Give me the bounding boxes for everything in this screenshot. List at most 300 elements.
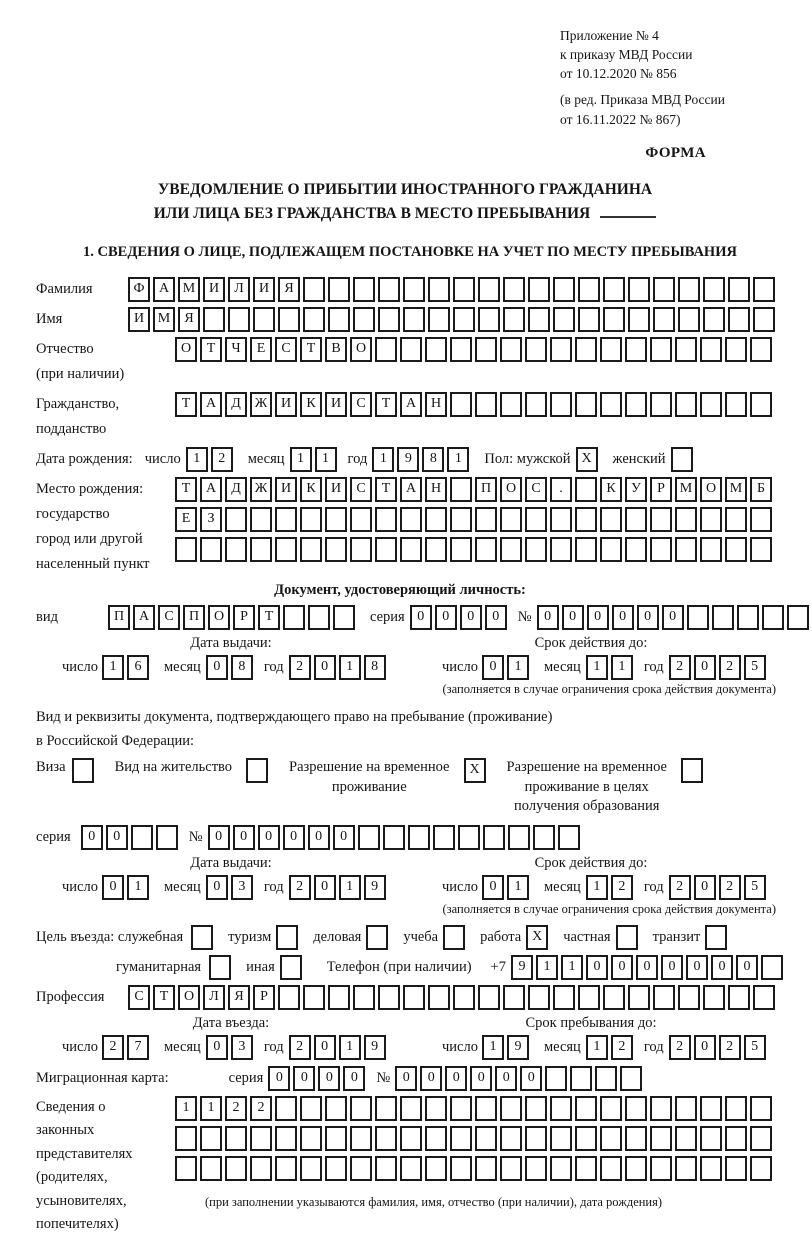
- cell[interactable]: [375, 537, 397, 562]
- citizenship-field[interactable]: [175, 392, 775, 417]
- cell[interactable]: [558, 825, 580, 850]
- cell[interactable]: М: [153, 307, 175, 332]
- cell[interactable]: [703, 307, 725, 332]
- cell[interactable]: М: [725, 477, 747, 502]
- cell[interactable]: 3: [231, 875, 253, 900]
- cell[interactable]: М: [178, 277, 200, 302]
- cell[interactable]: [750, 392, 772, 417]
- cell[interactable]: [175, 1126, 197, 1151]
- cell[interactable]: 0: [333, 825, 355, 850]
- cell[interactable]: 0: [587, 605, 609, 630]
- representatives-row2-field[interactable]: [175, 1126, 775, 1151]
- cell[interactable]: [600, 392, 622, 417]
- cell[interactable]: П: [475, 477, 497, 502]
- birth-year-field[interactable]: [372, 447, 472, 472]
- cell[interactable]: [575, 337, 597, 362]
- cell[interactable]: [753, 307, 775, 332]
- cell[interactable]: [650, 1156, 672, 1181]
- cell[interactable]: 1: [315, 447, 337, 472]
- cell[interactable]: 0: [694, 875, 716, 900]
- cell[interactable]: 2: [611, 1035, 633, 1060]
- cell[interactable]: Т: [200, 337, 222, 362]
- cell[interactable]: [300, 1096, 322, 1121]
- cell[interactable]: [503, 277, 525, 302]
- cell[interactable]: И: [275, 392, 297, 417]
- cell[interactable]: 0: [562, 605, 584, 630]
- cell[interactable]: 1: [507, 655, 529, 680]
- cell[interactable]: [250, 507, 272, 532]
- cell[interactable]: 0: [208, 825, 230, 850]
- birthplace-row3-field[interactable]: [175, 537, 775, 562]
- cell[interactable]: [175, 1156, 197, 1181]
- cell[interactable]: [475, 1096, 497, 1121]
- cell[interactable]: [575, 477, 597, 502]
- cell[interactable]: Т: [175, 392, 197, 417]
- cell[interactable]: [275, 507, 297, 532]
- cell[interactable]: [428, 277, 450, 302]
- cell[interactable]: [278, 307, 300, 332]
- purpose-humanitarian-checkbox[interactable]: [209, 955, 234, 980]
- cell[interactable]: [725, 507, 747, 532]
- entry-year-field[interactable]: [289, 1035, 389, 1060]
- doc-valid-month-field[interactable]: [586, 655, 636, 680]
- cell[interactable]: [525, 1096, 547, 1121]
- cell[interactable]: [378, 985, 400, 1010]
- cell[interactable]: [366, 925, 388, 950]
- cell[interactable]: [228, 307, 250, 332]
- cell[interactable]: 0: [470, 1066, 492, 1091]
- cell[interactable]: О: [175, 337, 197, 362]
- cell[interactable]: Т: [175, 477, 197, 502]
- cell[interactable]: [350, 537, 372, 562]
- cell[interactable]: [400, 1096, 422, 1121]
- cell[interactable]: [712, 605, 734, 630]
- cell[interactable]: 0: [343, 1066, 365, 1091]
- cell[interactable]: [275, 537, 297, 562]
- cell[interactable]: О: [350, 337, 372, 362]
- cell[interactable]: Л: [203, 985, 225, 1010]
- cell[interactable]: 0: [520, 1066, 542, 1091]
- purpose-transit-checkbox[interactable]: [705, 925, 730, 950]
- cell[interactable]: 5: [744, 655, 766, 680]
- cell[interactable]: 2: [719, 1035, 741, 1060]
- cell[interactable]: [450, 537, 472, 562]
- cell[interactable]: [478, 277, 500, 302]
- cell[interactable]: [475, 537, 497, 562]
- cell[interactable]: [278, 985, 300, 1010]
- cell[interactable]: [328, 277, 350, 302]
- cell[interactable]: [375, 337, 397, 362]
- cell[interactable]: [400, 507, 422, 532]
- cell[interactable]: [300, 1126, 322, 1151]
- cell[interactable]: [325, 1156, 347, 1181]
- cell[interactable]: 0: [318, 1066, 340, 1091]
- cell[interactable]: [253, 307, 275, 332]
- cell[interactable]: [500, 337, 522, 362]
- cell[interactable]: [750, 337, 772, 362]
- cell[interactable]: Ч: [225, 337, 247, 362]
- cell[interactable]: 0: [206, 1035, 228, 1060]
- cell[interactable]: 8: [422, 447, 444, 472]
- cell[interactable]: [671, 447, 693, 472]
- cell[interactable]: 1: [186, 447, 208, 472]
- birth-month-field[interactable]: [290, 447, 340, 472]
- phone-field[interactable]: [511, 955, 786, 980]
- cell[interactable]: [528, 307, 550, 332]
- cell[interactable]: 1: [536, 955, 558, 980]
- surname-field[interactable]: [128, 277, 778, 302]
- cell[interactable]: [545, 1066, 567, 1091]
- temp-permit-checkbox[interactable]: [464, 758, 489, 783]
- cell[interactable]: 2: [211, 447, 233, 472]
- cell[interactable]: 0: [106, 825, 128, 850]
- cell[interactable]: 0: [482, 655, 504, 680]
- cell[interactable]: 1: [200, 1096, 222, 1121]
- cell[interactable]: [550, 537, 572, 562]
- cell[interactable]: [400, 337, 422, 362]
- cell[interactable]: [475, 392, 497, 417]
- cell[interactable]: [425, 1126, 447, 1151]
- cell[interactable]: 1: [586, 1035, 608, 1060]
- cell[interactable]: 0: [314, 655, 336, 680]
- cell[interactable]: [500, 507, 522, 532]
- cell[interactable]: О: [700, 477, 722, 502]
- entry-month-field[interactable]: [206, 1035, 256, 1060]
- cell[interactable]: [428, 985, 450, 1010]
- cell[interactable]: [570, 1066, 592, 1091]
- cell[interactable]: [650, 537, 672, 562]
- cell[interactable]: [156, 825, 178, 850]
- cell[interactable]: [500, 392, 522, 417]
- cell[interactable]: И: [253, 277, 275, 302]
- cell[interactable]: 9: [364, 875, 386, 900]
- cell[interactable]: [625, 337, 647, 362]
- cell[interactable]: [650, 1096, 672, 1121]
- cell[interactable]: [225, 1156, 247, 1181]
- cell[interactable]: [578, 985, 600, 1010]
- cell[interactable]: [280, 955, 302, 980]
- cell[interactable]: X: [576, 447, 598, 472]
- cell[interactable]: [725, 337, 747, 362]
- cell[interactable]: [725, 1156, 747, 1181]
- cell[interactable]: 0: [308, 825, 330, 850]
- cell[interactable]: [500, 537, 522, 562]
- cell[interactable]: [453, 985, 475, 1010]
- doc-issue-year-field[interactable]: [289, 655, 389, 680]
- stay-day-field[interactable]: [482, 1035, 532, 1060]
- cell[interactable]: [450, 1156, 472, 1181]
- stay-month-field[interactable]: [586, 1035, 636, 1060]
- cell[interactable]: [375, 507, 397, 532]
- cell[interactable]: 8: [231, 655, 253, 680]
- cell[interactable]: 0: [495, 1066, 517, 1091]
- cell[interactable]: [628, 985, 650, 1010]
- cell[interactable]: [525, 537, 547, 562]
- sex-female-checkbox[interactable]: [671, 447, 696, 472]
- cell[interactable]: [703, 277, 725, 302]
- cell[interactable]: [550, 1126, 572, 1151]
- cell[interactable]: [443, 925, 465, 950]
- cell[interactable]: [175, 537, 197, 562]
- cell[interactable]: Я: [228, 985, 250, 1010]
- cell[interactable]: [650, 392, 672, 417]
- cell[interactable]: [425, 537, 447, 562]
- birth-day-field[interactable]: [186, 447, 236, 472]
- permit-number-field[interactable]: [208, 825, 583, 850]
- cell[interactable]: [500, 1156, 522, 1181]
- doc-issue-day-field[interactable]: [102, 655, 152, 680]
- cell[interactable]: [525, 1156, 547, 1181]
- cell[interactable]: [625, 507, 647, 532]
- cell[interactable]: [653, 985, 675, 1010]
- cell[interactable]: 0: [736, 955, 758, 980]
- cell[interactable]: X: [526, 925, 548, 950]
- cell[interactable]: [250, 537, 272, 562]
- cell[interactable]: 2: [669, 875, 691, 900]
- cell[interactable]: [553, 307, 575, 332]
- cell[interactable]: И: [128, 307, 150, 332]
- cell[interactable]: 0: [485, 605, 507, 630]
- cell[interactable]: И: [203, 277, 225, 302]
- cell[interactable]: [353, 277, 375, 302]
- cell[interactable]: 2: [250, 1096, 272, 1121]
- purpose-study-checkbox[interactable]: [443, 925, 468, 950]
- cell[interactable]: З: [200, 507, 222, 532]
- cell[interactable]: [575, 537, 597, 562]
- cell[interactable]: [478, 307, 500, 332]
- cell[interactable]: [675, 392, 697, 417]
- cell[interactable]: А: [400, 392, 422, 417]
- cell[interactable]: 0: [661, 955, 683, 980]
- cell[interactable]: [762, 605, 784, 630]
- cell[interactable]: 0: [637, 605, 659, 630]
- cell[interactable]: М: [675, 477, 697, 502]
- cell[interactable]: 0: [420, 1066, 442, 1091]
- cell[interactable]: 1: [586, 875, 608, 900]
- cell[interactable]: [191, 925, 213, 950]
- purpose-business-checkbox[interactable]: [366, 925, 391, 950]
- cell[interactable]: [408, 825, 430, 850]
- cell[interactable]: Н: [425, 392, 447, 417]
- cell[interactable]: [750, 507, 772, 532]
- cell[interactable]: 0: [435, 605, 457, 630]
- cell[interactable]: 1: [372, 447, 394, 472]
- cell[interactable]: [200, 1156, 222, 1181]
- cell[interactable]: 0: [258, 825, 280, 850]
- mig-series-field[interactable]: [268, 1066, 368, 1091]
- cell[interactable]: [533, 825, 555, 850]
- cell[interactable]: [603, 277, 625, 302]
- cell[interactable]: [131, 825, 153, 850]
- cell[interactable]: [475, 337, 497, 362]
- cell[interactable]: 0: [233, 825, 255, 850]
- cell[interactable]: [250, 1126, 272, 1151]
- birthplace-row1-field[interactable]: [175, 477, 775, 502]
- cell[interactable]: 0: [395, 1066, 417, 1091]
- doc-valid-year-field[interactable]: [669, 655, 769, 680]
- cell[interactable]: 2: [669, 655, 691, 680]
- representatives-row1-field[interactable]: [175, 1096, 775, 1121]
- edu-permit-checkbox[interactable]: [681, 758, 706, 783]
- cell[interactable]: [553, 277, 575, 302]
- purpose-work-checkbox[interactable]: [526, 925, 551, 950]
- cell[interactable]: [675, 1096, 697, 1121]
- cell[interactable]: [450, 1096, 472, 1121]
- cell[interactable]: 0: [314, 1035, 336, 1060]
- cell[interactable]: Е: [250, 337, 272, 362]
- cell[interactable]: И: [325, 477, 347, 502]
- cell[interactable]: [603, 985, 625, 1010]
- cell[interactable]: [475, 1156, 497, 1181]
- cell[interactable]: [500, 1096, 522, 1121]
- doc-issue-month-field[interactable]: [206, 655, 256, 680]
- cell[interactable]: [425, 1156, 447, 1181]
- cell[interactable]: 0: [445, 1066, 467, 1091]
- cell[interactable]: 2: [289, 655, 311, 680]
- cell[interactable]: [403, 277, 425, 302]
- cell[interactable]: [328, 985, 350, 1010]
- cell[interactable]: 0: [662, 605, 684, 630]
- cell[interactable]: [450, 477, 472, 502]
- cell[interactable]: [508, 825, 530, 850]
- cell[interactable]: 1: [339, 875, 361, 900]
- cell[interactable]: [400, 1156, 422, 1181]
- cell[interactable]: И: [325, 392, 347, 417]
- cell[interactable]: [353, 307, 375, 332]
- cell[interactable]: [503, 307, 525, 332]
- cell[interactable]: 1: [447, 447, 469, 472]
- permit-valid-year-field[interactable]: [669, 875, 769, 900]
- cell[interactable]: О: [500, 477, 522, 502]
- cell[interactable]: [500, 1126, 522, 1151]
- cell[interactable]: А: [153, 277, 175, 302]
- cell[interactable]: [728, 985, 750, 1010]
- cell[interactable]: [425, 1096, 447, 1121]
- cell[interactable]: [600, 507, 622, 532]
- cell[interactable]: [325, 507, 347, 532]
- cell[interactable]: [283, 605, 305, 630]
- cell[interactable]: Л: [228, 277, 250, 302]
- cell[interactable]: [728, 277, 750, 302]
- cell[interactable]: [678, 985, 700, 1010]
- cell[interactable]: 0: [283, 825, 305, 850]
- cell[interactable]: [528, 277, 550, 302]
- cell[interactable]: [753, 985, 775, 1010]
- cell[interactable]: [550, 1096, 572, 1121]
- purpose-other-checkbox[interactable]: [280, 955, 305, 980]
- purpose-private-checkbox[interactable]: [616, 925, 641, 950]
- cell[interactable]: Т: [375, 392, 397, 417]
- cell[interactable]: В: [325, 337, 347, 362]
- cell[interactable]: [575, 1126, 597, 1151]
- cell[interactable]: [753, 277, 775, 302]
- cell[interactable]: [276, 925, 298, 950]
- cell[interactable]: [700, 507, 722, 532]
- cell[interactable]: [308, 605, 330, 630]
- stay-year-field[interactable]: [669, 1035, 769, 1060]
- cell[interactable]: 0: [537, 605, 559, 630]
- cell[interactable]: [687, 605, 709, 630]
- cell[interactable]: [303, 985, 325, 1010]
- cell[interactable]: С: [158, 605, 180, 630]
- birthplace-row2-field[interactable]: [175, 507, 775, 532]
- cell[interactable]: [403, 985, 425, 1010]
- cell[interactable]: 0: [636, 955, 658, 980]
- representatives-row3-field[interactable]: [175, 1156, 775, 1181]
- cell[interactable]: [575, 1096, 597, 1121]
- cell[interactable]: [550, 392, 572, 417]
- cell[interactable]: 1: [127, 875, 149, 900]
- cell[interactable]: [650, 337, 672, 362]
- cell[interactable]: 0: [586, 955, 608, 980]
- cell[interactable]: [303, 277, 325, 302]
- permit-issue-year-field[interactable]: [289, 875, 389, 900]
- cell[interactable]: А: [200, 477, 222, 502]
- cell[interactable]: 1: [175, 1096, 197, 1121]
- cell[interactable]: Д: [225, 477, 247, 502]
- cell[interactable]: [525, 507, 547, 532]
- cell[interactable]: Т: [300, 337, 322, 362]
- cell[interactable]: О: [208, 605, 230, 630]
- cell[interactable]: [203, 307, 225, 332]
- cell[interactable]: [600, 537, 622, 562]
- cell[interactable]: 0: [612, 605, 634, 630]
- cell[interactable]: [578, 307, 600, 332]
- mig-number-field[interactable]: [395, 1066, 645, 1091]
- cell[interactable]: И: [275, 477, 297, 502]
- cell[interactable]: [325, 1126, 347, 1151]
- cell[interactable]: [700, 1096, 722, 1121]
- cell[interactable]: [450, 507, 472, 532]
- cell[interactable]: Н: [425, 477, 447, 502]
- cell[interactable]: Т: [258, 605, 280, 630]
- cell[interactable]: Т: [375, 477, 397, 502]
- cell[interactable]: [600, 1126, 622, 1151]
- cell[interactable]: [678, 307, 700, 332]
- cell[interactable]: [700, 392, 722, 417]
- cell[interactable]: [725, 1126, 747, 1151]
- cell[interactable]: [675, 1126, 697, 1151]
- cell[interactable]: Е: [175, 507, 197, 532]
- cell[interactable]: [675, 507, 697, 532]
- cell[interactable]: [250, 1156, 272, 1181]
- cell[interactable]: 1: [290, 447, 312, 472]
- purpose-tourism-checkbox[interactable]: [276, 925, 301, 950]
- cell[interactable]: С: [275, 337, 297, 362]
- cell[interactable]: [425, 507, 447, 532]
- cell[interactable]: Б: [750, 477, 772, 502]
- cell[interactable]: [700, 337, 722, 362]
- cell[interactable]: А: [200, 392, 222, 417]
- cell[interactable]: 2: [289, 875, 311, 900]
- cell[interactable]: 0: [410, 605, 432, 630]
- cell[interactable]: [787, 605, 809, 630]
- cell[interactable]: [303, 307, 325, 332]
- cell[interactable]: [653, 307, 675, 332]
- cell[interactable]: 2: [225, 1096, 247, 1121]
- name-field[interactable]: [128, 307, 778, 332]
- cell[interactable]: [275, 1126, 297, 1151]
- cell[interactable]: [575, 507, 597, 532]
- cell[interactable]: К: [300, 392, 322, 417]
- cell[interactable]: 9: [397, 447, 419, 472]
- cell[interactable]: [725, 1096, 747, 1121]
- cell[interactable]: [453, 307, 475, 332]
- cell[interactable]: 2: [102, 1035, 124, 1060]
- cell[interactable]: [625, 1156, 647, 1181]
- cell[interactable]: [403, 307, 425, 332]
- cell[interactable]: [325, 1096, 347, 1121]
